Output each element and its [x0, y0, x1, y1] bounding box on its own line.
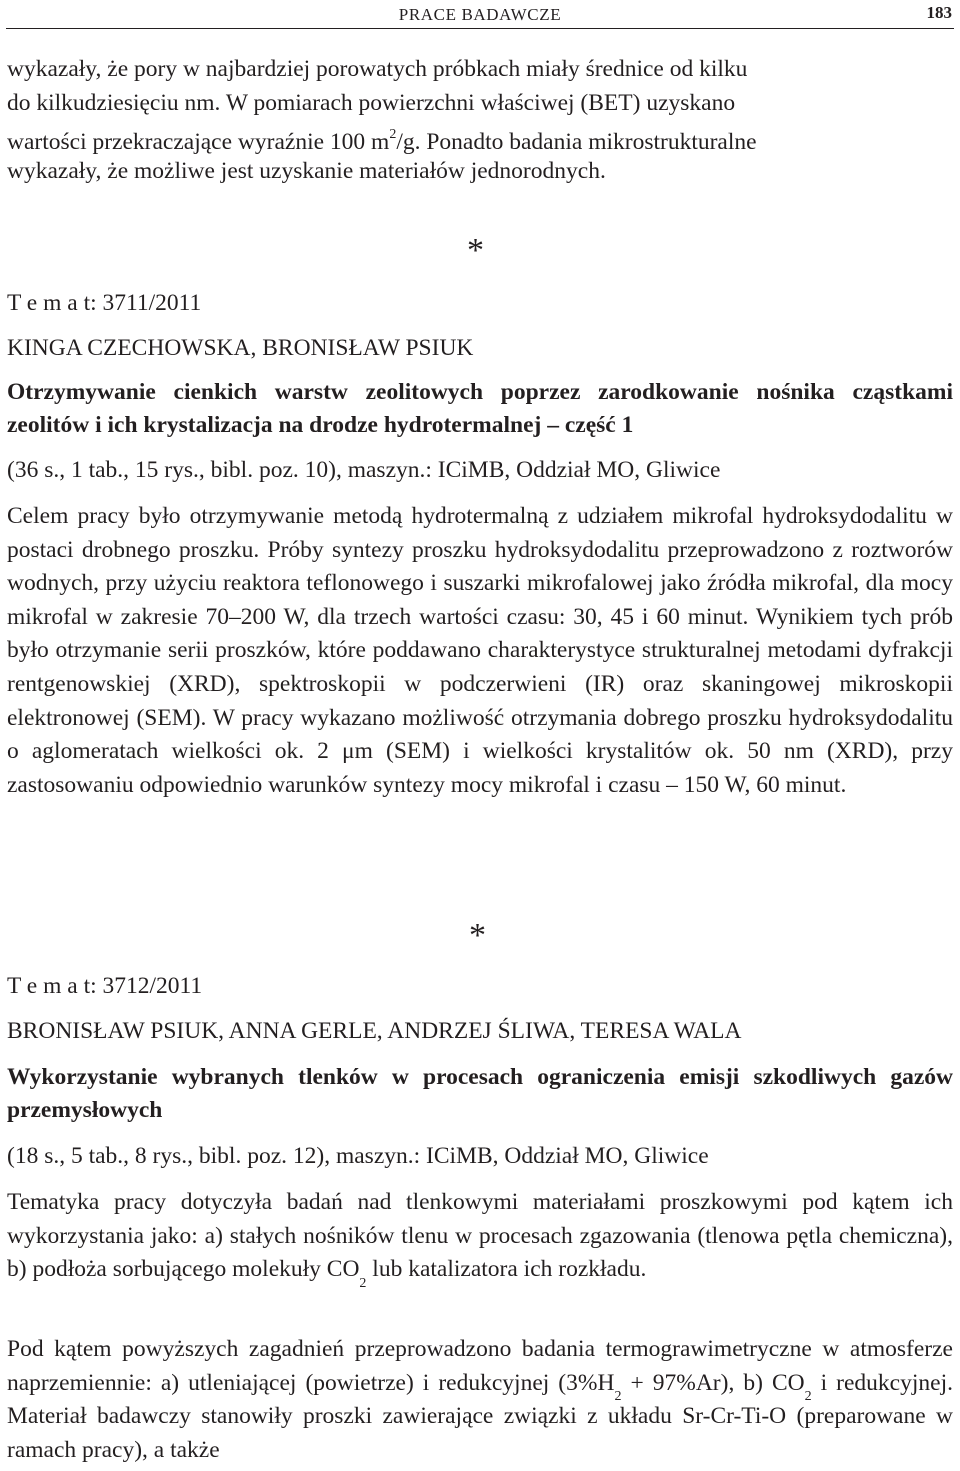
subscript: 2 [614, 1389, 622, 1405]
bibliographic-info: (18 s., 5 tab., 8 rys., bibl. poz. 12), maszyn.: ICiMB, Oddział MO, Gliwice [7, 1143, 709, 1169]
bibliographic-info: (36 s., 1 tab., 15 rys., bibl. poz. 10), maszyn.: ICiMB, Oddział MO, Gliwice [7, 457, 721, 483]
subscript: 2 [359, 1275, 367, 1291]
section-separator: * [467, 232, 484, 269]
intro-line: do kilkudziesięciu nm. W pomiarach powierzchni właściwej (BET) uzyskano [7, 90, 736, 116]
running-header [6, 2, 954, 29]
abstract-paragraph: Celem pracy było otrzymywanie metodą hydrotermalną z udziałem mikrofal hydroksydodalitu w postaci drobnego proszku. Próby syntezy proszku hydroksydodalitu przeprowadzono z roztworów wodnych, przy użyciu reaktora teflonowego i suszarki mikrofalowej jako źródła mikrofal, dla mocy mikrofal w zakresie 70–200 W, dla trzech wartości czasu: 30, 45 i 60 minut. Wynikiem tych prób było otrzymanie serii proszków, które poddawano charakterystyce strukturalnej metodami dyfrakcji rentgenowskiej (XRD), spektroskopii w podczerwieni (IR) oraz skaningowej mikroskopii elektronowej (SEM). W pracy wykazano możliwość otrzymania dobrego proszku hydroksydodalitu o aglomeratach wielkości ok. 2 μm (SEM) i wielkości krystalitów ok. 50 nm (XRD), przy zastosowaniu odpowiednio warunków syntezy mocy mikrofal i czasu – 150 W, 60 minut. [7, 503, 953, 798]
intro-text: /g. Ponadto badania mikrostrukturalne [396, 128, 757, 155]
abstract-paragraph [7, 1186, 953, 1291]
paper-title: Otrzymywanie cienkich warstw zeolitowych poprzez zarodkowanie nośnika cząstkami zeolitów i ich krystalizacja na drodze hydrotermalnej – część 1 [7, 379, 953, 438]
topic-number: T e m a t: 3711/2011 [7, 290, 202, 316]
intro-line [7, 122, 953, 157]
intro-line: wykazały, że pory w najbardziej porowatych próbkach miały średnice od kilku [7, 56, 748, 82]
paper-title: Wykorzystanie wybranych tlenków w procesach ograniczenia emisji szkodliwych gazów przemysłowych [7, 1064, 953, 1123]
abstract-paragraph [7, 1333, 953, 1467]
page-number: 183 [926, 3, 952, 22]
paragraph-text: Pod kątem powyższych zagadnień przeprowadzono badania termograwimetryczne w atmosferze naprzemiennie: a) utleniającej (powietrze) i redukcyjnej (3%H [7, 1336, 953, 1396]
intro-text: wartości przekraczające wyraźnie 100 m [7, 128, 390, 155]
topic-number: T e m a t: 3712/2011 [7, 973, 203, 999]
section-separator: * [469, 917, 486, 954]
running-title: PRACE BADAWCZE [398, 5, 562, 24]
paragraph-text: Tematyka pracy dotyczyła badań nad tlenkowymi materiałami proszkowymi pod kątem ich wykorzystania jako: a) stałych nośników tlenu w procesach zgazowania (tlenowa pętla chemiczna), b) podłoża sorbującego molekuły CO [7, 1189, 953, 1283]
superscript: 2 [389, 127, 397, 142]
paragraph-text: lub katalizatora ich rozkładu. [366, 1256, 647, 1283]
subscript: 2 [804, 1389, 812, 1405]
authors: BRONISŁAW PSIUK, ANNA GERLE, ANDRZEJ ŚLIWA, TERESA WALA [7, 1018, 742, 1044]
paragraph-text: + 97%Ar), b) CO [621, 1369, 805, 1396]
paragraph-text: i redukcyjnej. Materiał badawczy stanowiły proszki zawierające związki z układu Sr-Cr-Ti-O (preparowane w ramach pracy), a także [7, 1369, 953, 1463]
authors: KINGA CZECHOWSKA, BRONISŁAW PSIUK [7, 335, 474, 361]
intro-line: wykazały, że możliwe jest uzyskanie materiałów jednorodnych. [7, 158, 606, 184]
